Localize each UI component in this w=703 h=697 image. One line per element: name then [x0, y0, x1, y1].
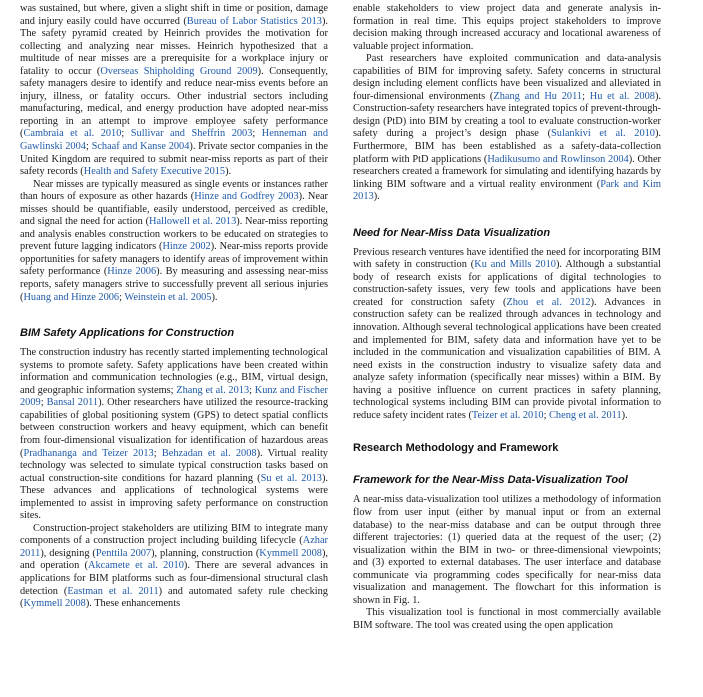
- body-paragraph: Previous research ventures have identified the need for incorporating BIM with safety in construction (Ku and Mills 2010). Although a substantial body of research exists for applications of digital technologies to construction-safety issues, very few tools and applications have been created for construction safety (Zhou et al. 2012). Advances in construction safety can be realized through advances in technology and innovation. Although several technological applications have been created and implemented for BIM, safety data and information have yet to be included in the communication and visualization capabilities of BIM. A need exists in the construction industry to visualize safety data and analyze safety information (specifically near misses) within a BIM. By having a positive influence on current practices in safety planning, technological systems including BIM can provide pivotal information to reduce safety incident rates (Teizer et al. 2010; Cheng et al. 2011).: [353, 246, 662, 421]
- citation-link[interactable]: Behzadan et al. 2008: [161, 447, 257, 459]
- left-column: [20, 3, 328, 611]
- citation-link[interactable]: Zhou et al. 2012: [506, 296, 591, 308]
- citation-link[interactable]: Eastman et al. 2011: [67, 585, 159, 597]
- body-paragraph: Construction-project stakeholders are utilizing BIM to integrate many components of a construction project including building lifecycle (Azhar 2011), designing (Penttila 2007), planning, construction (Kymmell 2008), and operation (Akcamete et al. 2010). There are several advances in applications for BIM platforms such as four-dimensional structural clash detection (Eastman et al. 2011) and automated safety rule checking (Kymmell 2008). These enhancements: [20, 522, 328, 610]
- citation-link[interactable]: Henneman and Gawlinski 2004: [20, 128, 329, 153]
- citation-link[interactable]: Pradhananga and Teizer 2013: [23, 447, 154, 459]
- section-heading-methodology: Research Methodology and Framework: [353, 442, 559, 455]
- citation-link[interactable]: Bureau of Labor Statistics 2013: [186, 15, 322, 27]
- body-paragraph: A near-miss data-visualization tool utilizes a methodology of information flow from user input (either by manual input or from an external database) to the near-miss database and can be output through three different trajectories: (1) queried data at the request of the user; (2) visualization within the BIM in two- or three-dimensional viewpoints; and (3) exported to external databases. The user interface and database communicate via programming codes specifically for near-miss data visualization and management. The flowchart for this information is shown in Fig. 1.: [353, 494, 661, 606]
- citation-link[interactable]: Ku and Mills 2010: [474, 259, 556, 271]
- citation-link[interactable]: Kunz and Fischer 2009: [20, 384, 328, 409]
- citation-link[interactable]: Zhang et al. 2013: [176, 384, 250, 396]
- citation-link[interactable]: Zhang and Hu 2011: [493, 90, 583, 102]
- citation-link[interactable]: Azhar 2011: [20, 535, 328, 559]
- section-heading-near-miss-need: Need for Near-Miss Data Visualization: [353, 226, 551, 239]
- citation-link[interactable]: Penttila 2007: [95, 547, 152, 559]
- subsection-heading-framework: Framework for the Near-Miss Data-Visualization Tool: [353, 474, 628, 487]
- body-paragraph: Near misses are typically measured as single events or instances rather than hours of exposure as other hazards (Hinze and Godfrey 2003). Near misses should be quantifiable, easily understood, perceived as credible, and signal the need for action (Hallowell et al. 2013). Near-miss reporting and analysis enables construction workers to be educated on strategies to prevent future lagging indicators (Hinze 2002). Near-miss reports provide opportunities for safety managers to identify areas of improvement within safety performance (Hinze 2006). By measuring and assessing near-miss reports, safety managers strive to successfully prevent all serious injuries (Huang and Hinze 2006; Weinstein et al. 2005).: [20, 178, 328, 303]
- citation-link[interactable]: Hallowell et al. 2013: [149, 216, 237, 228]
- citation-link[interactable]: Hinze 2006: [107, 266, 157, 278]
- body-paragraph: The construction industry has recently started implementing technological systems to promote safety. Safety applications have been created within information and communication technologies (e.g., BIM, virtual design, and geographic information systems; Zhang et al. 2013; Kunz and Fischer 2009; Bansal 2011). Other researchers have utilized the resource-tracking capabilities of global positioning system (GPS) to detect spatial conflicts between construction workers and heavy equipment, which can benefit from four-dimensional visualization for identification of hazardous areas (Pradhananga and Teizer 2013; Behzadan et al. 2008). Virtual reality technology was selected to simulate typical construction tasks based on actual construction-site conditions for hazard planning (Su et al. 2013). These advances and applications of technological systems were implemented to assist in improving safety performance on construction sites.: [20, 347, 329, 522]
- citation-link[interactable]: Cheng et al. 2011: [549, 409, 622, 421]
- citation-link[interactable]: Cambraia et al. 2010: [23, 128, 122, 140]
- citation-link[interactable]: Weinstein et al. 2005: [124, 291, 212, 303]
- citation-link[interactable]: Schaaf and Kanse 2004: [91, 141, 190, 153]
- citation-link[interactable]: Akcamete et al. 2010: [87, 560, 184, 572]
- citation-link[interactable]: Sulankivi et al. 2010: [551, 128, 655, 140]
- citation-link[interactable]: Huang and Hinze 2006: [23, 291, 120, 303]
- right-column: [353, 3, 661, 632]
- citation-link[interactable]: Overseas Shipholding Ground 2009: [100, 65, 258, 77]
- body-paragraph: Past researchers have exploited communication and data-analysis capabilities of BIM for improving safety. Safety concerns in structural design including element conflicts have been visualized and alleviated in four-dimensional environments (Zhang and Hu 2011; Hu et al. 2008). Construction-safety researchers have integrated topics of prevent-through-design (PtD) into BIM by creating a tool to evaluate construction-worker safety during a project’s design phase (Sulankivi et al. 2010). Furthermore, BIM has been established as a safety-data-collection platform with PtD applications (Hadikusumo and Rowlinson 2004). Other researchers created a framework for simulating and identifying hazards by linking BIM software and a virtual reality environment (Park and Kim 2013).: [353, 53, 661, 203]
- citation-link[interactable]: Teizer et al. 2010: [471, 409, 544, 421]
- citation-link[interactable]: Kymmell 2008: [259, 547, 322, 559]
- citation-link[interactable]: Hinze 2002: [162, 241, 211, 253]
- body-paragraph: This visualization tool is functional in most commercially available BIM software. The tool was created using the open application: [353, 607, 661, 631]
- citation-link[interactable]: Park and Kim 2013: [353, 178, 661, 203]
- citation-link[interactable]: Hadikusumo and Rowlinson 2004: [487, 153, 629, 165]
- section-heading-bim-safety: BIM Safety Applications for Construction: [20, 327, 235, 340]
- citation-link[interactable]: Sullivar and Sheffrin 2003: [130, 128, 253, 140]
- citation-link[interactable]: Health and Safety Executive 2015: [83, 166, 226, 178]
- citation-link[interactable]: Su et al. 2013: [260, 472, 322, 484]
- citation-link[interactable]: Hinze and Godfrey 2003: [194, 191, 299, 203]
- citation-link[interactable]: Kymmell 2008: [23, 598, 86, 610]
- citation-link[interactable]: Bansal 2011: [46, 397, 99, 409]
- body-paragraph: enable stakeholders to view project data and generate analysis information in real time. This equips project stakeholders to improve decision making through increased accuracy and locational awareness of valuable project information.: [353, 3, 661, 52]
- citation-link[interactable]: Hu et al. 2008: [589, 90, 655, 102]
- body-paragraph: was sustained, but where, given a slight shift in time or position, damage and injury easily could have occurred (Bureau of Labor Statistics 2013). The safety pyramid created by Heinrich provides the motivation for collecting and analyzing near misses. Heinrich hypothesized that a multitude of near misses are a prerequisite for a workplace injury or fatality to occur (Overseas Shipholding Ground 2009). Consequently, safety managers desire to identify and reduce near-miss events before an injury, illness, or fatality occurs. Other industrial sectors including manufacturing, medical, and energy production have adopted near-miss reporting in an attempt to improve employee safety performance (Cambraia et al. 2010; Sullivar and Sheffrin 2003; Henneman and Gawlinski 2004; Schaaf and Kanse 2004). Private sector companies in the United Kingdom are required to submit near-miss reports as part of their safety records (Health and Safety Executive 2015).: [20, 3, 329, 178]
